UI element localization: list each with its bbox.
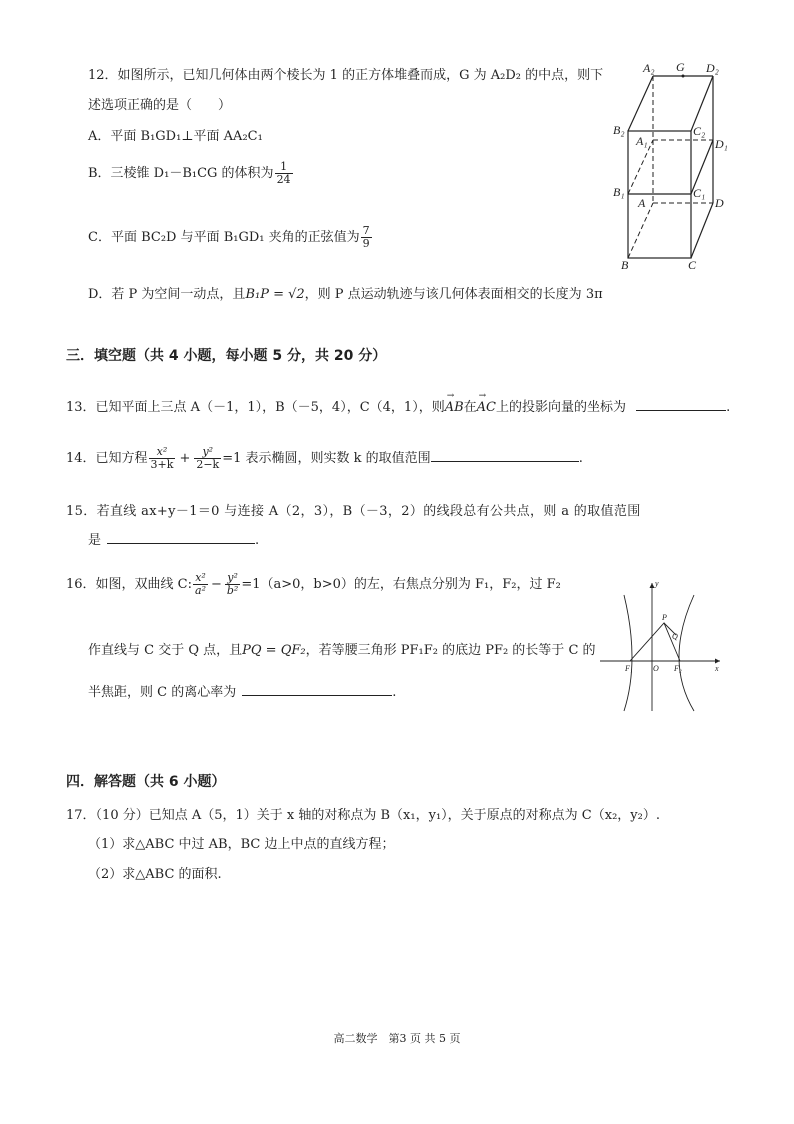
- label-b2: B₂: [613, 123, 625, 137]
- point-g: [682, 75, 685, 78]
- q16-line3-text: 半焦距，则 C 的离心率为: [88, 685, 237, 700]
- page-footer: 高二数学 第3 页 共 5 页: [333, 1032, 461, 1045]
- edge-c2-d2: [691, 76, 713, 131]
- q14-text: [66, 446, 583, 471]
- label-q: Q: [672, 632, 678, 641]
- q13-text-mid: 在: [463, 400, 477, 415]
- edge-b2-a2: [628, 76, 653, 131]
- q13-vector-ab-arrow: →: [446, 391, 455, 401]
- q12-option-b-fraction: [275, 161, 293, 186]
- q16-period: .: [392, 685, 397, 700]
- q12-option-d-text-end: ，则 P 点运动轨迹与该几何体表面相交的长度为 3π: [304, 287, 603, 302]
- edge-b1-a1-hidden: [628, 140, 653, 194]
- q12-option-c: [88, 225, 373, 250]
- q13-answer-blank[interactable]: [636, 398, 726, 411]
- q14-period: .: [578, 451, 583, 466]
- y-axis-arrow-icon: [650, 583, 655, 588]
- q13-text: [66, 391, 731, 415]
- q17-part-1: （1）求△ABC 中过 AB，BC 边上中点的直线方程；: [88, 837, 395, 852]
- q16-fraction-2-numerator: y²: [225, 572, 240, 585]
- q16-line3: [88, 681, 396, 700]
- q16-text-start: 16．如图，双曲线 C:: [66, 577, 193, 592]
- label-c: C: [688, 258, 697, 272]
- q16-line2-text: 作直线与 C 交于 Q 点，且: [88, 643, 243, 658]
- q16-fraction-1-numerator: x²: [193, 572, 208, 585]
- q15-line2-text: 是: [88, 533, 102, 548]
- q17-stem: 17．（10 分）已知点 A（5，1）关于 x 轴的对称点为 B（x₁，y₁），关于原点的对称点为 C（x₂，y₂）.: [66, 808, 660, 823]
- q13-text-end: 上的投影向量的坐标为: [496, 400, 627, 415]
- q12-option-b-numerator: 1: [275, 161, 293, 174]
- label-a: A: [638, 196, 646, 210]
- q13-period: .: [726, 400, 731, 415]
- q12-option-c-numerator: 7: [362, 224, 370, 237]
- q14-plus: +: [179, 451, 191, 466]
- label-a1: A₁: [636, 134, 648, 148]
- edge-b-a-hidden: [628, 203, 653, 258]
- q12-option-c-fraction: [361, 225, 372, 250]
- label-b: B: [621, 258, 629, 272]
- q15-period: .: [255, 533, 260, 548]
- q16-line1: [66, 572, 561, 597]
- q13-vector-ac-arrow: →: [478, 391, 487, 401]
- q12-option-b-denominator: 24: [276, 173, 291, 186]
- q12-option-a: A．平面 B₁GD₁⊥平面 AA₂C₁: [88, 129, 263, 144]
- label-f1: F₁: [625, 664, 633, 673]
- q17-part-2: （2）求△ABC 的面积.: [88, 867, 222, 882]
- section-4-title: 四．解答题（共 6 小题）: [66, 774, 226, 790]
- label-c1: C₁: [693, 186, 706, 200]
- label-d1: D₁: [715, 137, 728, 151]
- q14-fraction-1-numerator: x²: [149, 446, 176, 459]
- q14-fraction-2: [194, 446, 221, 471]
- q12-option-c-denominator: 9: [362, 237, 370, 250]
- hyperbola-left-branch: [624, 595, 632, 711]
- q14-fraction-1-denominator: 3+k: [150, 458, 174, 471]
- q16-line2: [88, 639, 596, 658]
- q12-option-d-math: B₁P = √2: [245, 287, 305, 302]
- q14-text-start: 14．已知方程: [66, 451, 148, 466]
- label-f2: F₂: [674, 664, 682, 673]
- q14-text-end: =1 表示椭圆，则实数 k 的取值范围: [222, 451, 431, 466]
- label-a2: A₂: [643, 61, 655, 75]
- label-b1: B₁: [613, 185, 625, 199]
- label-y: y: [655, 579, 659, 588]
- hyperbola-right-branch: [679, 595, 694, 711]
- q15-line1: 15．若直线 ax+y－1＝0 与连接 A（2，3），B（－3，2）的线段总有公共点，则 a 的取值范围: [66, 504, 641, 519]
- q13-vector-ab: [444, 391, 464, 415]
- q14-fraction-2-denominator: 2−k: [196, 458, 220, 471]
- edge-c-d: [691, 203, 713, 258]
- label-g: G: [676, 60, 685, 74]
- q16-fraction-2: [225, 572, 240, 597]
- q12-stem-line1: 12．如图所示，已知几何体由两个棱长为 1 的正方体堆叠而成，G 为 A₂D₂ 的中点，则下: [88, 68, 604, 83]
- q16-fraction-2-denominator: b²: [226, 584, 239, 597]
- q16-minus: −: [210, 577, 222, 592]
- q12-option-c-text: C．平面 BC₂D 与平面 B₁GD₁ 夹角的正弦值为: [88, 230, 360, 245]
- q13-text-start: 13．已知平面上三点 A（－1，1），B（－5，4），C（4，1），则: [66, 400, 445, 415]
- q13-vector-ac-label: AC: [476, 400, 497, 415]
- q16-vector-equation: PQ = QF₂: [242, 643, 306, 658]
- q16-fraction-1: [193, 572, 208, 597]
- q12-stem-line2: 述选项正确的是（ ）: [88, 98, 232, 113]
- q12-option-b-text: B．三棱锥 D₁－B₁CG 的体积为: [88, 166, 274, 181]
- q12-option-d-text: D．若 P 为空间一动点，且: [88, 287, 246, 302]
- label-x: x: [715, 664, 719, 673]
- q14-fraction-2-numerator: y²: [194, 446, 221, 459]
- q16-fraction-1-denominator: a²: [195, 584, 206, 597]
- triangle-pf1f2: [630, 623, 680, 661]
- q14-fraction-1: [149, 446, 176, 471]
- q16-answer-blank[interactable]: [242, 683, 392, 696]
- q12-stacked-cubes-figure: [605, 58, 735, 273]
- label-d2: D₂: [706, 61, 719, 75]
- q14-answer-blank[interactable]: [431, 449, 579, 462]
- q13-vector-ac: [476, 391, 497, 415]
- label-p: P: [662, 613, 667, 622]
- q16-line2-text-end: ，若等腰三角形 PF₁F₂ 的底边 PF₂ 的长等于 C 的: [305, 643, 596, 658]
- q12-option-b: [88, 161, 294, 186]
- label-c2: C₂: [693, 124, 706, 138]
- label-o: O: [653, 664, 659, 673]
- q12-option-d: [88, 283, 603, 302]
- q16-line1-text-end: =1（a>0，b>0）的左，右焦点分别为 F₁，F₂，过 F₂: [241, 577, 561, 592]
- section-3-title: 三．填空题（共 4 小题，每小题 5 分，共 20 分）: [66, 348, 387, 364]
- q16-hyperbola-figure: [596, 575, 726, 715]
- q15-line2: [88, 529, 259, 548]
- q15-answer-blank[interactable]: [107, 531, 255, 544]
- x-axis-arrow-icon: [715, 659, 720, 664]
- label-d: D: [715, 196, 724, 210]
- q13-vector-ab-label: AB: [444, 400, 464, 415]
